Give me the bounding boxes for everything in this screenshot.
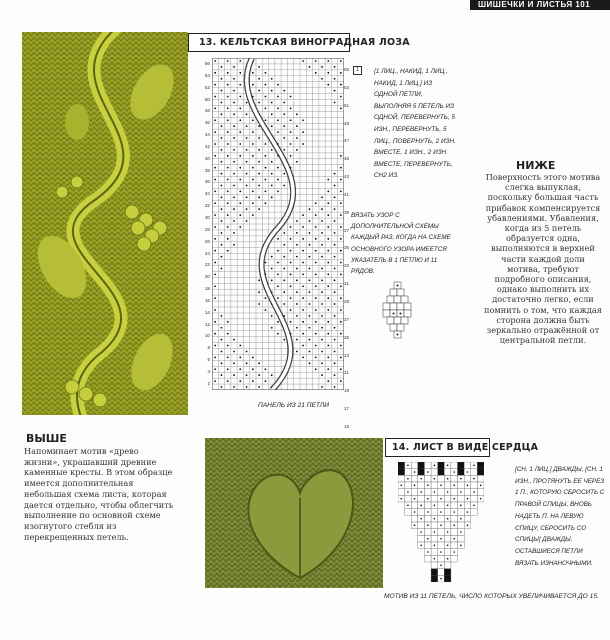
row-number: 51	[344, 102, 350, 108]
row-number: 38	[204, 167, 210, 173]
row-number: 35	[344, 245, 350, 251]
pattern14-legend: [СН. 1 ЛИЦ.] ДВАЖДЫ, [СН. 1 ИЗН., ПРОТЯНУТЬ ЕЕ ЧЕРЕЗ 1 П., КОТОРУЮ СБРОСИТЬ С ПРАВОЙ СПИЦЫ, ВНОВЬ НАДЕТЬ П. НА ЛЕВУЮ СПИЦУ, СБРОСИТЬ СО СПИЦЫ] ДВАЖДЫ, ОСТАВШИЕСЯ ПЕТЛИ ВЯЗАТЬ ИЗНАНОЧНЫМИ.	[515, 466, 605, 567]
row-number: 52	[204, 84, 210, 90]
leaf-mini-chart	[380, 280, 416, 344]
row-number: 33	[344, 263, 350, 269]
row-number: 41	[344, 191, 350, 197]
row-number: 49	[344, 120, 350, 126]
row-number: 30	[204, 214, 210, 220]
pattern13-title	[188, 33, 410, 52]
row-number: 14	[204, 309, 210, 315]
row-number: 25	[344, 334, 350, 340]
row-number: 10	[204, 333, 210, 339]
row-number: 15	[344, 423, 350, 429]
row-number: 46	[204, 120, 210, 126]
row-number: 24	[204, 250, 210, 256]
running-header: ШИШЕЧКИ И ЛИСТЬЯ 101	[478, 0, 591, 9]
row-number: 17	[344, 406, 350, 412]
pattern14-note: МОТИВ ИЗ 11 ПЕТЕЛЬ, ЧИСЛО КОТОРЫХ УВЕЛИЧИВАЕТСЯ ДО 15.	[384, 593, 599, 600]
pattern14-title	[385, 438, 539, 457]
pattern14-title-text: 14. ЛИСТ В ВИДЕ СЕРДЦА	[392, 442, 539, 453]
pattern13-note: ВЯЗАТЬ УЗОР С ДОПОЛНИТЕЛЬНОЙ СХЕМЫ КАЖДЫЙ РАЗ, КОГДА НА СХЕМЕ ОСНОВНОГО УЗОРА ИМЕЕТСЯ УКАЗАТЕЛЬ В 1 ПЕТЛЮ И 11 РЯДОВ.	[351, 212, 451, 276]
pattern13-panel-note: ПАНЕЛЬ ИЗ 21 ПЕТЛИ	[258, 402, 329, 409]
row-number: 28	[204, 226, 210, 232]
row-number: 34	[204, 191, 210, 197]
row-number: 6	[207, 357, 210, 363]
row-number: 18	[204, 286, 210, 292]
row-number: 12	[204, 321, 210, 327]
row-number: 54	[204, 72, 210, 78]
celtic-vine-photo	[22, 32, 188, 415]
row-numbers-left	[198, 58, 210, 390]
row-number: 26	[204, 238, 210, 244]
row-number: 55	[344, 67, 350, 72]
row-number: 37	[344, 227, 350, 233]
row-number: 42	[204, 143, 210, 149]
row-number: 29	[344, 298, 350, 304]
heart-leaf-photo	[205, 438, 383, 588]
below-text: Поверхность этого мотива слегка выпуклая, поскольку большая часть прибавок компенсируется убавлениями. Убавления, когда из 5 петель образуется одна, выполняются в верхней части каждой доли мотива, требуют подробного описания, однако выполнить их достаточно легко, если помнить о том, что каждая сторона должна быть зеркально отражённой от центральной петли.	[484, 172, 602, 346]
pattern13-legend: [1 ЛИЦ., НАКИД, 1 ЛИЦ., НАКИД, 1 ЛИЦ.] ИЗ ОДНОЙ ПЕТЛИ, ВЫПОЛНЯЯ 5 ПЕТЕЛЬ ИЗ ОДНОЙ, ПЕРЕВЕРНУТЬ, 5 ИЗН., ПЕРЕВЕРНУТЬ, 5 ЛИЦ., ПОВЕРНУТЬ, 2 ИЗН. ВМЕСТЕ, 1 ИЗН., 2 ИЗН. ВМЕСТЕ, ПЕРЕВЕРНУТЬ, СН2 ИЗ.	[374, 68, 456, 180]
row-number: 44	[204, 132, 210, 138]
row-number: 19	[344, 388, 350, 394]
row-number: 21	[344, 370, 350, 376]
legend-key-symbol: 1	[353, 66, 362, 75]
row-number: 53	[344, 84, 350, 90]
row-number: 23	[344, 352, 350, 358]
row-number: 47	[344, 138, 350, 144]
pattern13-chart	[212, 58, 344, 390]
row-number: 32	[204, 203, 210, 209]
row-number: 2	[207, 380, 210, 386]
pattern14-chart	[398, 462, 484, 582]
row-number: 31	[344, 281, 350, 287]
row-number: 36	[204, 179, 210, 185]
row-number: 45	[344, 156, 350, 162]
above-heading: ВЫШЕ	[26, 432, 67, 445]
row-number: 43	[344, 174, 350, 180]
row-number: 22	[204, 262, 210, 268]
above-text: Напоминает мотив «древо жизни», украшавший древние каменные кресты. В этом образце имеется дополнительная небольшая схема листа, которая дается отдельно, чтобы облегчить выполнение по основной схеме изогнутого стебля из перекрещенных петель.	[24, 446, 174, 542]
row-number: 50	[204, 96, 210, 102]
row-number: 8	[207, 345, 210, 351]
row-number: 40	[204, 155, 210, 161]
row-number: 56	[204, 61, 210, 66]
row-number: 20	[204, 274, 210, 280]
row-number: 39	[344, 209, 350, 215]
row-number: 16	[204, 297, 210, 303]
below-heading: НИЖЕ	[516, 159, 556, 172]
pattern13-title-text: 13. КЕЛЬТСКАЯ ВИНОГРАДНАЯ ЛОЗА	[199, 37, 410, 48]
row-number: 4	[207, 368, 210, 374]
row-number: 27	[344, 316, 350, 322]
row-number: 48	[204, 108, 210, 114]
